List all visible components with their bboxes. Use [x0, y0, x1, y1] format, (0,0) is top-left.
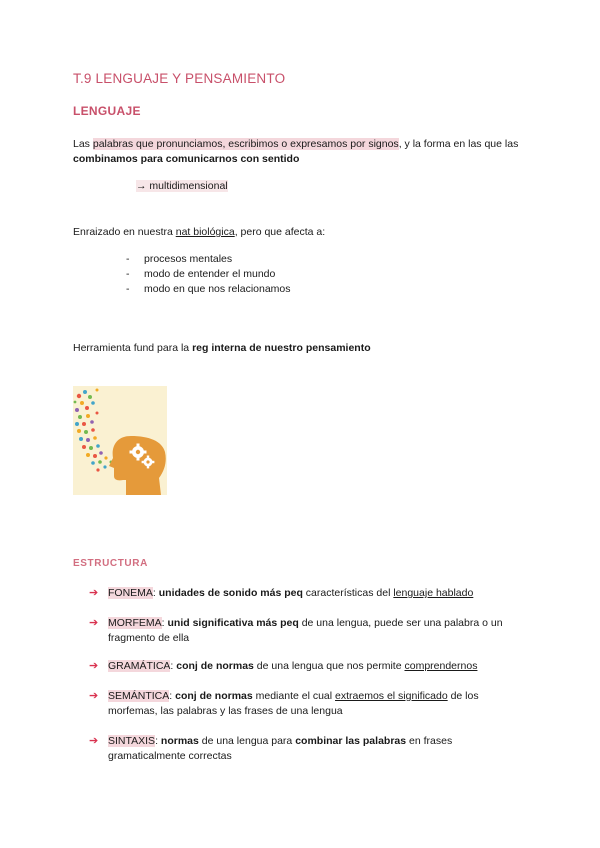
estructura-item-morfema: ➔ MORFEMA: unid significativa más peq de una lengua, puede ser una palabra o un fragmento de ella: [89, 617, 503, 644]
underline-nat-biologica: nat biológica: [175, 226, 235, 238]
list-item: - modo en que nos relacionamos: [126, 283, 291, 295]
section-heading-lenguaje: LENGUAJE: [73, 104, 141, 118]
arrow-icon: ➔: [89, 690, 99, 702]
list-item: - procesos mentales: [126, 253, 233, 265]
arrow-icon: ➔: [89, 660, 99, 672]
section-heading-estructura: ESTRUCTURA: [73, 558, 148, 569]
list-item: - modo de entender el mundo: [126, 268, 276, 280]
arrow-icon: ➔: [89, 587, 99, 599]
bold-combinamos: combinamos para comunicarnos con sentido: [73, 153, 300, 165]
page-title: T.9 LENGUAJE Y PENSAMIENTO: [73, 71, 286, 86]
estructura-item-gramatica: ➔ GRAMÁTICA: conj de normas de una lengua que nos permite comprendernos: [89, 660, 478, 672]
herramienta-paragraph: Herramienta fund para la reg interna de nuestro pensamiento: [73, 342, 371, 354]
bullet-list: [126, 252, 291, 297]
multidimensional-note: → multidimensional: [136, 180, 228, 192]
estructura-item-sintaxis: ➔ SINTAXIS: normas de una lengua para combinar las palabras en frases gramaticalmente correctas: [89, 735, 453, 762]
head-gears-illustration: [73, 386, 167, 495]
intro-paragraph: Las palabras que pronunciamos, escribimos o expresamos por signos, y la forma en las que las combinamos para comunicarnos con sentido: [73, 138, 519, 165]
enraizado-paragraph: Enraizado en nuestra nat biológica, pero que afecta a:: [73, 226, 326, 238]
highlight-palabras: palabras que pronunciamos, escribimos o expresamos por signos: [92, 138, 399, 150]
arrow-icon: ➔: [89, 735, 99, 747]
arrow-icon: ➔: [89, 617, 99, 629]
estructura-item-semantica: ➔ SEMÁNTICA: conj de normas mediante el cual extraemos el significado de los morfemas, las palabras y las frases de una lengua: [89, 690, 479, 717]
estructura-item-fonema: ➔ FONEMA: unidades de sonido más peq características del lenguaje hablado: [89, 587, 474, 599]
